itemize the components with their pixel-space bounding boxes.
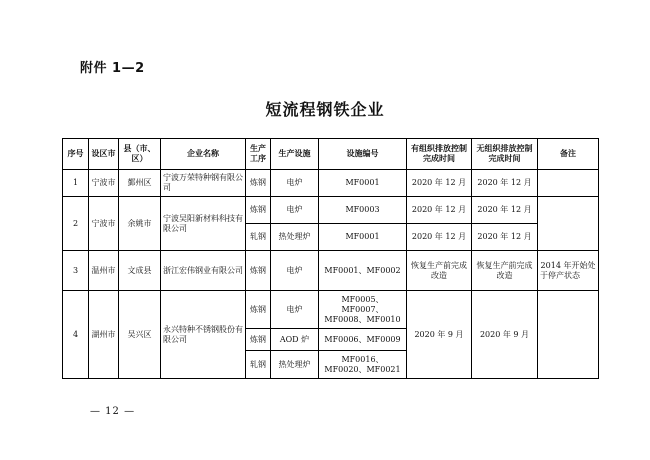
code-cell: MF0006、MF0009 <box>319 329 407 351</box>
company-cell: 宁波吴阳新材料科技有限公司 <box>161 197 246 251</box>
note-cell <box>538 170 599 197</box>
header-code: 设施编号 <box>319 139 407 170</box>
facility-cell: 热处理炉 <box>271 224 319 251</box>
table-row <box>63 170 599 197</box>
org-time-cell: 2020 年 12 月 <box>407 197 472 224</box>
header-note: 备注 <box>538 139 599 170</box>
facility-cell: AOD 炉 <box>271 329 319 351</box>
code-cell: MF0003 <box>319 197 407 224</box>
row-number: 1 <box>63 170 89 197</box>
unorg-time-cell: 恢复生产前完成改造 <box>472 251 538 291</box>
process-cell: 炼钢 <box>246 329 271 351</box>
header-county: 县（市、区） <box>119 139 161 170</box>
company-cell: 永兴特种不锈钢股份有限公司 <box>161 291 246 379</box>
unorg-time-cell: 2020 年 9 月 <box>472 291 538 379</box>
header-city: 设区市 <box>89 139 119 170</box>
city-cell: 宁波市 <box>89 197 119 251</box>
city-cell: 温州市 <box>89 251 119 291</box>
annex-label: 附件 1—2 <box>80 61 145 76</box>
process-cell: 炼钢 <box>246 251 271 291</box>
header-org-time: 有组织排放控制完成时间 <box>407 139 472 170</box>
note-cell: 2014 年开始处于停产状态 <box>538 251 599 291</box>
org-time-cell: 2020 年 12 月 <box>407 224 472 251</box>
process-cell: 炼钢 <box>246 170 271 197</box>
enterprise-table <box>62 138 599 379</box>
process-cell: 炼钢 <box>246 197 271 224</box>
facility-cell: 电炉 <box>271 251 319 291</box>
table-row <box>63 291 599 329</box>
org-time-cell: 2020 年 9 月 <box>407 291 472 379</box>
document-title: 短流程钢铁企业 <box>265 100 385 119</box>
code-cell: MF0001、MF0002 <box>319 251 407 291</box>
code-cell: MF0001 <box>319 170 407 197</box>
facility-cell: 电炉 <box>271 291 319 329</box>
table-row <box>63 251 599 291</box>
note-cell <box>538 197 599 251</box>
unorg-time-cell: 2020 年 12 月 <box>472 224 538 251</box>
facility-cell: 电炉 <box>271 197 319 224</box>
header-company: 企业名称 <box>161 139 246 170</box>
page-number: — 12 — <box>90 406 136 417</box>
process-cell: 轧钢 <box>246 224 271 251</box>
city-cell: 宁波市 <box>89 170 119 197</box>
note-cell <box>538 291 599 379</box>
code-cell: MF0016、MF0020、MF0021 <box>319 351 407 379</box>
org-time-cell: 2020 年 12 月 <box>407 170 472 197</box>
header-no: 序号 <box>63 139 89 170</box>
company-cell: 宁波万荣特种钢有限公司 <box>161 170 246 197</box>
table-row <box>63 197 599 224</box>
code-cell: MF0005、MF0007、MF0008、MF0010 <box>319 291 407 329</box>
process-cell: 炼钢 <box>246 291 271 329</box>
unorg-time-cell: 2020 年 12 月 <box>472 170 538 197</box>
row-number: 4 <box>63 291 89 379</box>
header-process: 生产工序 <box>246 139 271 170</box>
county-cell: 吴兴区 <box>119 291 161 379</box>
unorg-time-cell: 2020 年 12 月 <box>472 197 538 224</box>
org-time-cell: 恢复生产前完成改造 <box>407 251 472 291</box>
header-unorg-time: 无组织排放控制完成时间 <box>472 139 538 170</box>
process-cell: 轧钢 <box>246 351 271 379</box>
row-number: 3 <box>63 251 89 291</box>
company-cell: 浙江宏伟钢业有限公司 <box>161 251 246 291</box>
row-number: 2 <box>63 197 89 251</box>
county-cell: 鄞州区 <box>119 170 161 197</box>
county-cell: 余姚市 <box>119 197 161 251</box>
facility-cell: 热处理炉 <box>271 351 319 379</box>
code-cell: MF0001 <box>319 224 407 251</box>
header-facility: 生产设施 <box>271 139 319 170</box>
table-header-row <box>63 139 599 170</box>
county-cell: 文成县 <box>119 251 161 291</box>
facility-cell: 电炉 <box>271 170 319 197</box>
city-cell: 湖州市 <box>89 291 119 379</box>
